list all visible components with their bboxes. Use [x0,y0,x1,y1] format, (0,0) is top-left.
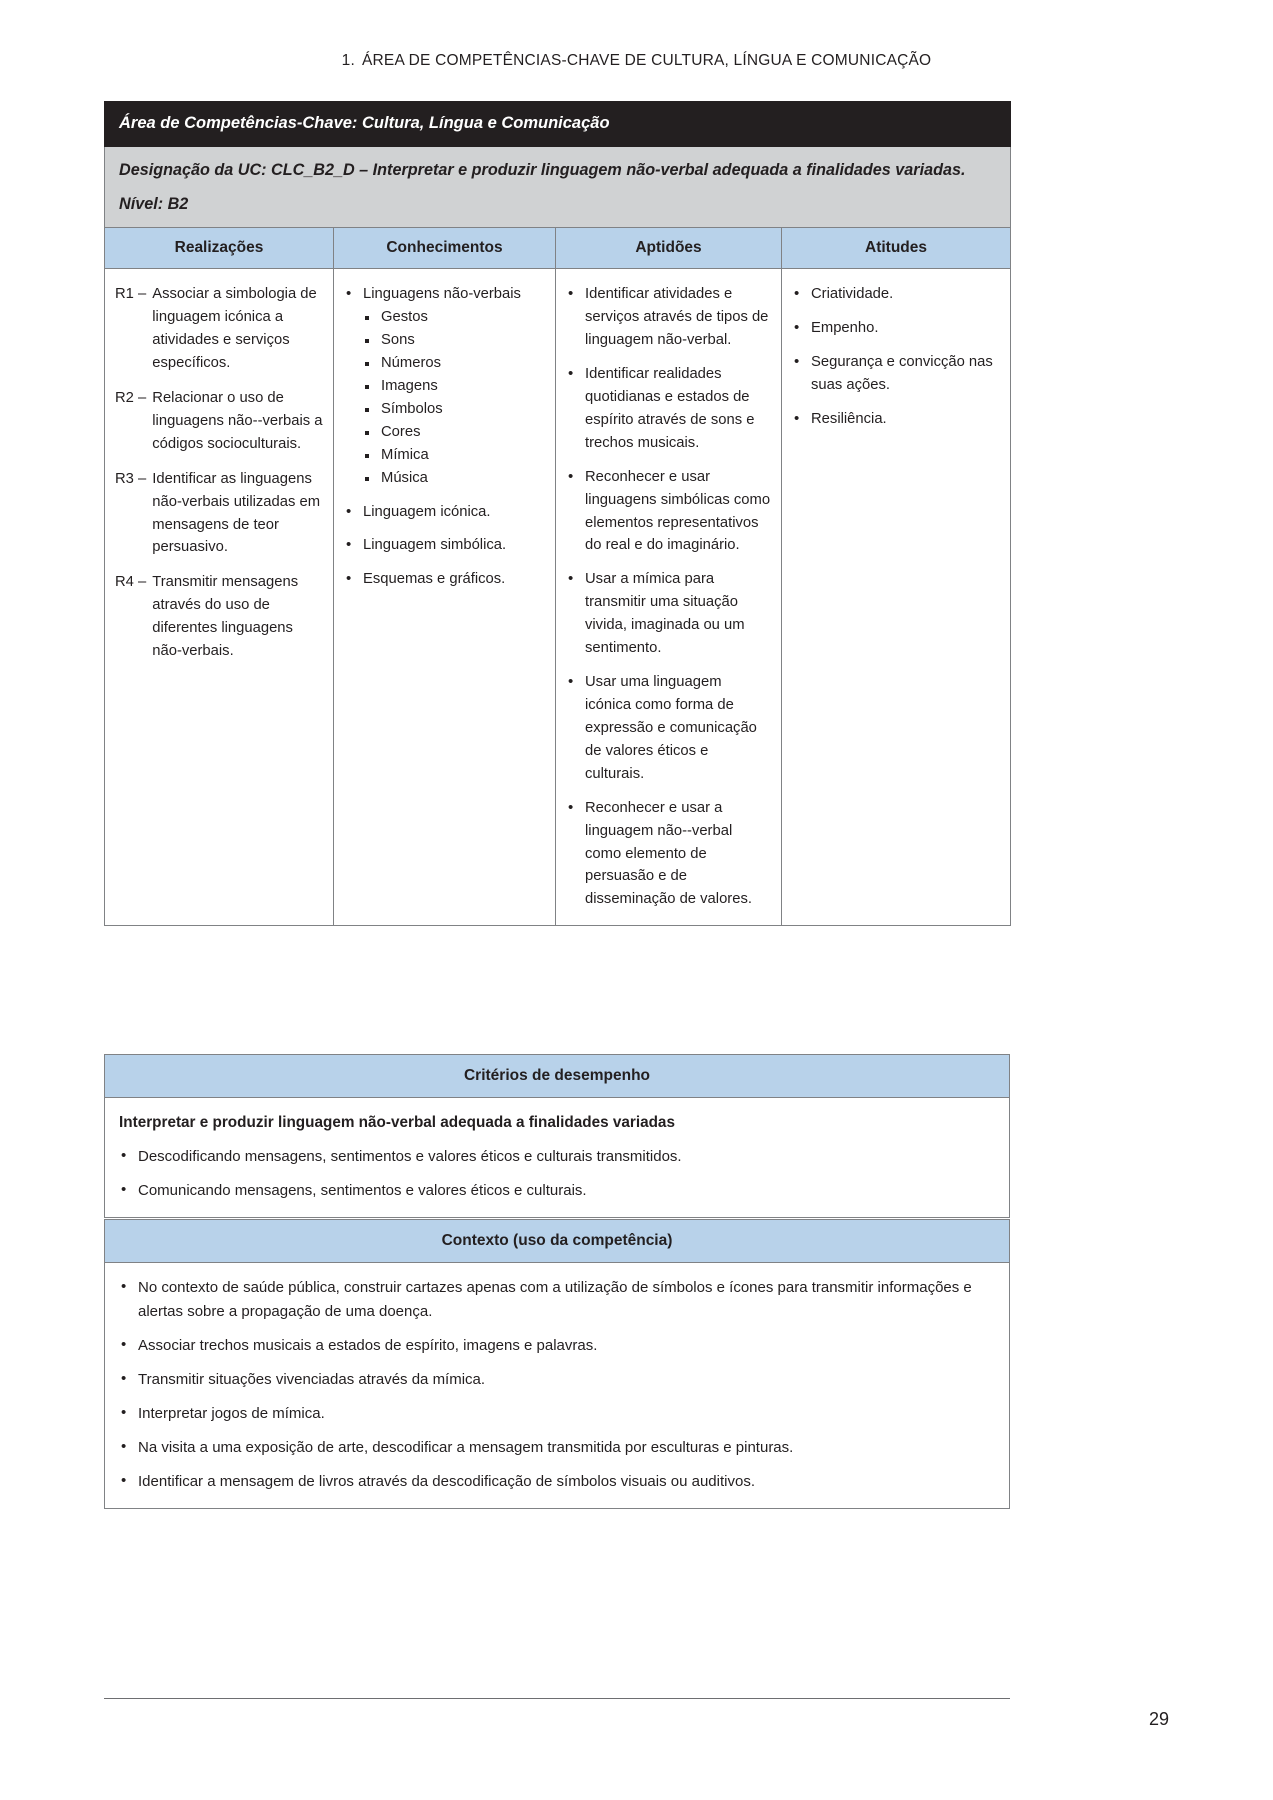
designation-text: Designação da UC: CLC_B2_D – Interpretar e produzir linguagem não-verbal adequada a finalidades variadas. [119,161,966,179]
criterios-box [104,1054,1010,1218]
conhecimento-subitem: Gestos [363,306,545,329]
contexto-item: • Interpretar jogos de mímica. [119,1402,995,1426]
cell-aptidoes [556,269,782,926]
designation-row [105,147,1011,228]
aptidao-item: • Usar a mímica para transmitir uma situação vivida, imaginada ou um sentimento. [566,568,771,660]
content-row [105,269,1011,926]
conhecimento-subitem: Mímica [363,444,545,467]
competence-table [104,101,1011,926]
conhecimento-sublist [363,306,545,489]
aptidao-item: • Reconhecer e usar linguagens simbólicas como elementos representativos do real e do imaginário. [566,466,771,558]
page-number: 29 [1148,1709,1169,1729]
conhecimento-item [344,501,545,524]
contexto-box [104,1219,1010,1509]
realizacao-item [115,387,323,456]
criterios-header: Critérios de desempenho [105,1055,1009,1098]
realizacao-text: Identificar as linguagens não-verbais utilizadas em mensagens de teor persuasivo. [152,470,321,556]
designation-cell [105,147,1011,228]
atitude-item: • Empenho. [792,317,1000,340]
conhecimento-item [344,534,545,557]
footer-divider [104,1698,1010,1699]
aptidao-item: • Reconhecer e usar a linguagem não--verbal como elemento de persuasão e de disseminação de valores. [566,797,771,912]
aptidao-item: • Usar uma linguagem icónica como forma de expressão e comunicação de valores éticos e culturais. [566,671,771,786]
realizacao-item [115,571,323,663]
contexto-item: • Transmitir situações vivenciadas através da mímica. [119,1368,995,1392]
column-header-conhecimentos: Conhecimentos [334,228,556,269]
criterios-list [119,1145,995,1203]
realizacao-code: R4 – [115,574,147,591]
atitude-item: • Segurança e convicção nas suas ações. [792,351,1000,397]
column-header-realizacoes: Realizações [105,228,334,269]
running-head-number: 1. [341,52,355,69]
criterios-body [105,1098,1009,1217]
contexto-item: • No contexto de saúde pública, construir cartazes apenas com a utilização de símbolos e ícones para transmitir informações e alertas sobre a propagação de uma doença. [119,1276,995,1324]
cell-realizacoes [105,269,334,926]
conhecimento-text: Linguagem simbólica. [363,537,507,554]
area-band-row [105,102,1011,147]
conhecimento-subitem: Números [363,352,545,375]
realizacao-code: R2 – [115,389,147,406]
conhecimento-item [344,283,545,489]
realizacao-item [115,468,323,560]
conhecimento-item [344,568,545,591]
conhecimento-subitem: Imagens [363,375,545,398]
realizacao-text: Transmitir mensagens através do uso de diferentes linguagens não-verbais. [152,574,299,660]
conhecimento-text: Esquemas e gráficos. [363,571,506,588]
criterios-title: Interpretar e produzir linguagem não-verbal adequada a finalidades variadas [119,1114,675,1131]
running-head [0,52,1273,70]
conhecimento-subitem: Símbolos [363,398,545,421]
contexto-item: • Identificar a mensagem de livros através da descodificação de símbolos visuais ou auditivos. [119,1470,995,1494]
aptidoes-list [566,283,771,911]
realizacao-text: Relacionar o uso de linguagens não--verbais a códigos socioculturais. [152,389,323,452]
conhecimento-subitem: Cores [363,421,545,444]
level-text: Nível: B2 [119,195,189,214]
conhecimento-subitem: Sons [363,329,545,352]
criterio-item: • Descodificando mensagens, sentimentos e valores éticos e culturais transmitidos. [119,1145,995,1169]
contexto-item: • Associar trechos musicais a estados de espírito, imagens e palavras. [119,1334,995,1358]
realizacao-item [115,283,323,375]
area-band: Área de Competências-Chave: Cultura, Língua e Comunicação [105,102,1011,147]
contexto-body [105,1263,1009,1508]
contexto-item: • Na visita a uma exposição de arte, descodificar a mensagem transmitida por esculturas e pinturas. [119,1436,995,1460]
cell-atitudes [782,269,1011,926]
realizacao-code: R3 – [115,470,147,487]
realizacao-text: Associar a simbologia de linguagem icónica a atividades e serviços específicos. [152,286,317,371]
column-header-aptidoes: Aptidões [556,228,782,269]
realizacoes-list [115,283,323,663]
atitude-item: • Resiliência. [792,408,1000,431]
column-header-atitudes: Atitudes [782,228,1011,269]
contexto-list [119,1276,995,1494]
aptidao-item: • Identificar realidades quotidianas e estados de espírito através de sons e trechos musicais. [566,363,771,455]
conhecimento-subitem: Música [363,467,545,490]
contexto-header: Contexto (uso da competência) [105,1220,1009,1263]
column-header-row [105,228,1011,269]
realizacao-code: R1 – [115,286,147,303]
atitudes-list [792,283,1000,431]
aptidao-item: • Identificar atividades e serviços através de tipos de linguagem não-verbal. [566,283,771,352]
conhecimentos-list [344,283,545,591]
cell-conhecimentos [334,269,556,926]
running-head-text: ÁREA DE COMPETÊNCIAS-CHAVE DE CULTURA, LÍNGUA E COMUNICAÇÃO [362,52,932,69]
conhecimento-text: Linguagens não-verbais [363,286,521,303]
conhecimento-text: Linguagem icónica. [363,503,491,520]
atitude-item: • Criatividade. [792,283,1000,306]
criterio-item: • Comunicando mensagens, sentimentos e valores éticos e culturais. [119,1179,995,1203]
